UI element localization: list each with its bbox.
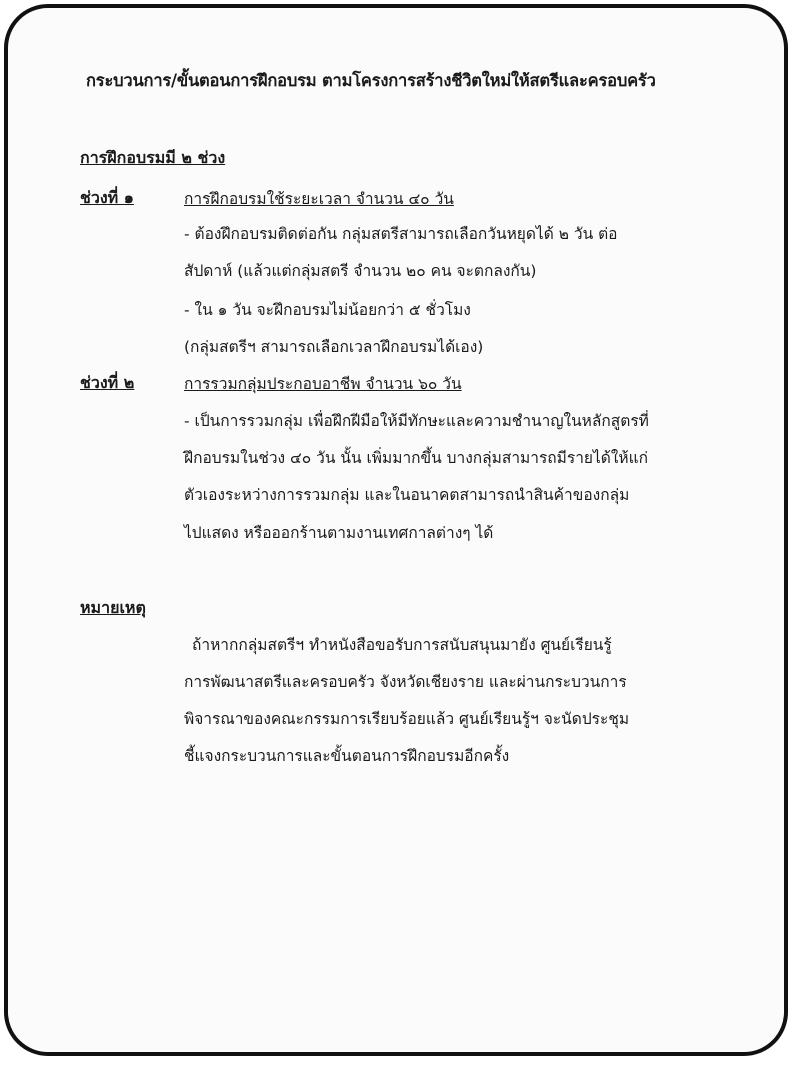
note-line: พิจารณาของคณะกรรมการเรียบร้อยแล้ว ศูนย์เรียนรู้ฯ จะนัดประชุม (184, 710, 630, 728)
document-frame (4, 4, 788, 1056)
period-1-title: การฝึกอบรมใช้ระยะเวลา จำนวน ๔๐ วัน (184, 190, 454, 208)
period-1-line: - ต้องฝึกอบรมติดต่อกัน กลุ่มสตรีสามารถเลือกวันหยุดได้ ๒ วัน ต่อ (184, 225, 618, 243)
period-1-label: ช่วงที่ ๑ (80, 188, 134, 207)
period-2-line: ไปแสดง หรือออกร้านตามงานเทศกาลต่างๆ ได้ (184, 524, 494, 542)
period-2-line: ตัวเองระหว่างการรวมกลุ่ม และในอนาคตสามารถนำสินค้าของกลุ่ม (184, 486, 630, 504)
period-2-title: การรวมกลุ่มประกอบอาชีพ จำนวน ๖๐ วัน (184, 375, 462, 393)
note-line: ถ้าหากกลุ่มสตรีฯ ทำหนังสือขอรับการสนับสนุนมายัง ศูนย์เรียนรู้ (192, 636, 612, 654)
note-label: หมายเหตุ (80, 598, 146, 617)
period-2-line: ฝึกอบรมในช่วง ๔๐ วัน นั้น เพิ่มมากขึ้น บางกลุ่มสามารถมีรายได้ให้แก่ (184, 449, 649, 467)
document-title: กระบวนการ/ขั้นตอนการฝึกอบรม ตามโครงการสร้างชีวิตใหม่ให้สตรีและครอบครัว (86, 71, 656, 90)
period-1-line: สัปดาห์ (แล้วแต่กลุ่มสตรี จำนวน ๒๐ คน จะตกลงกัน) (184, 262, 537, 280)
document-page (8, 8, 784, 1052)
note-line: การพัฒนาสตรีและครอบครัว จังหวัดเชียงราย และผ่านกระบวนการ (184, 673, 627, 691)
period-2-label: ช่วงที่ ๒ (80, 373, 135, 392)
period-1-line: (กลุ่มสตรีฯ สามารถเลือกเวลาฝึกอบรมได้เอง) (184, 338, 484, 356)
period-1-line: - ใน ๑ วัน จะฝึกอบรมไม่น้อยกว่า ๕ ชั่วโมง (184, 301, 471, 319)
training-heading: การฝึกอบรมมี ๒ ช่วง (80, 148, 226, 167)
period-2-line: - เป็นการรวมกลุ่ม เพื่อฝึกฝีมือให้มีทักษะและความชำนาญในหลักสูตรที่ (184, 412, 649, 430)
note-line: ชี้แจงกระบวนการและขั้นตอนการฝึกอบรมอีกครั้ง (184, 747, 510, 765)
